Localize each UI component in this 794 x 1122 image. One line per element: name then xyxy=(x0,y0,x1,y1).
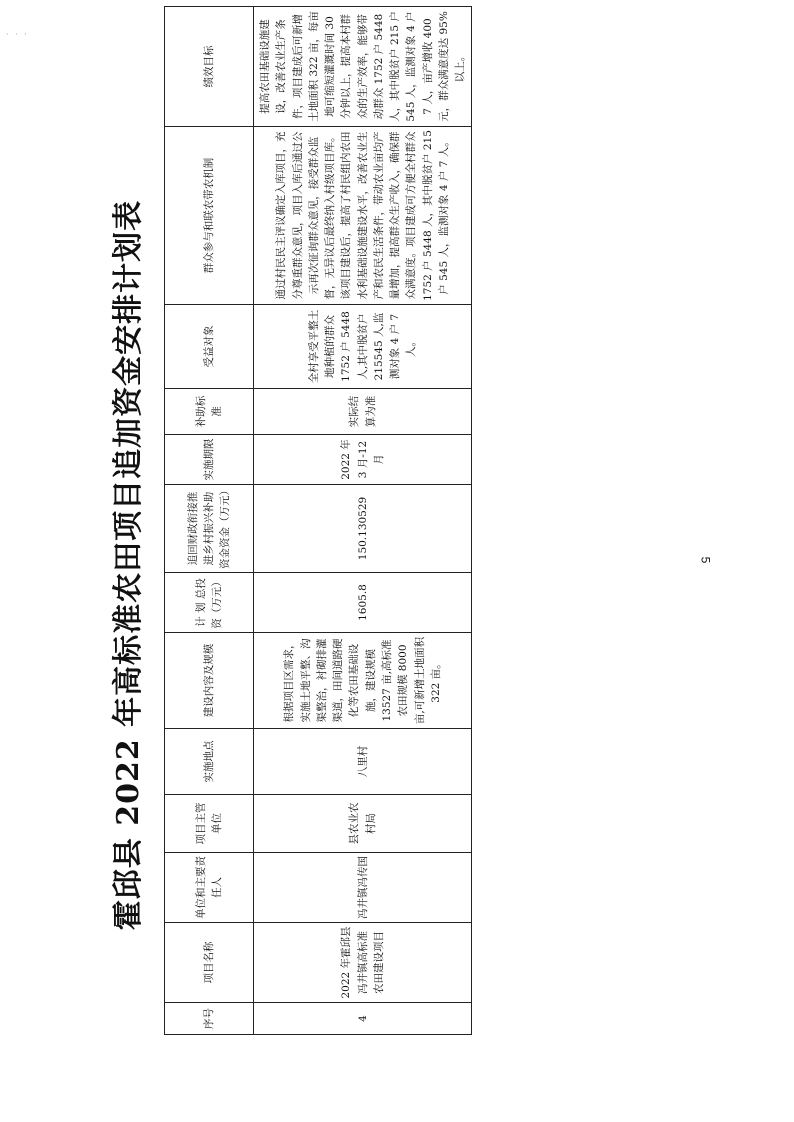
cell-subsidy: 实际结算为准 xyxy=(254,389,472,435)
cell-managing-dept: 县农业农村局 xyxy=(254,795,472,853)
cell-period: 2022 年 3 月-12 月 xyxy=(254,435,472,485)
header-total-investment: 计 划 总投资（万元） xyxy=(165,573,254,633)
header-managing-dept: 项目主管单位 xyxy=(165,795,254,853)
header-subsidy: 补助标准 xyxy=(165,389,254,435)
cell-location: 八里村 xyxy=(254,729,472,795)
cell-mechanism: 通过村民民主评议确定入库项目，充分尊重群众意见，项目入库后通过公示再次征询群众意见，接受群众监督，无异议后最终纳入村级项目库。该项目建设后，提高了村民组内农田水利基础设施建设水平，改善农业生产和农民生活条件，带动农业亩均产量增加，提高群众生产收入，确保群众满意度。项目建成可方便全村群众 1752 户 5448 人，其中脱贫户 215 户 545 人，监测对象 4 户 7 人。 xyxy=(254,127,472,305)
header-location: 实施地点 xyxy=(165,729,254,795)
cell-responsible-unit: 冯井镇冯传国 xyxy=(254,853,472,923)
header-period: 实施期限 xyxy=(165,435,254,485)
header-beneficiary: 受益对象 xyxy=(165,305,254,389)
funding-plan-table xyxy=(164,6,472,1035)
header-seq: 序号 xyxy=(165,1003,254,1035)
cell-project-name: 2022 年霍邱县冯井镇高标准农田建设项目 xyxy=(254,923,472,1003)
cell-content: 根据项目区需求，实施土地平整、沟渠整治，衬砌排灌渠道，田间道路硬化等农田基础设施，建设规模 13527 亩,高标准农田规模 8000 亩,可新增土地面积 322 亩。 xyxy=(254,633,472,729)
header-mechanism: 群众参与和联农带农机制 xyxy=(165,127,254,305)
cell-goal: 提高农田基础设施建设，改善农业生产条件，项目建成后可新增土地面积 322 亩，每亩地可缩短灌溉时间 30 分钟以上，提高本村群众的生产效率，能够带动群众 1752 户 5448 人，其中脱贫户 215 户 545 人，监测对象 4 户 7 人，亩产增收 400 元，群众满意度达 95%以上。 xyxy=(254,7,472,127)
page-number: 5 xyxy=(698,556,713,564)
scan-edge-mark: · · · xyxy=(6,30,29,39)
cell-beneficiary: 全村享受平整土地种植的群众 1752 户 5448 人,其中脱贫户 215545 人,监测对象 4 户 7 人。 xyxy=(254,305,472,389)
header-goal: 绩效目标 xyxy=(165,7,254,127)
header-responsible-unit: 单位和主要责任人 xyxy=(165,853,254,923)
header-funds: 追回财政衔接推进乡村振兴补助资金资金（万元） xyxy=(165,485,254,573)
cell-total-investment: 1605.8 xyxy=(254,573,472,633)
table-header-row xyxy=(165,7,254,1035)
header-project-name: 项目名称 xyxy=(165,923,254,1003)
cell-seq: 4 xyxy=(254,1003,472,1035)
cell-funds: 150.130529 xyxy=(254,485,472,573)
document-title: 霍邱县 2022 年高标准农田项目追加资金安排计划表 xyxy=(111,199,146,931)
table-row xyxy=(254,7,472,1035)
header-content: 建设内容及规模 xyxy=(165,633,254,729)
rotated-document xyxy=(100,11,467,1035)
